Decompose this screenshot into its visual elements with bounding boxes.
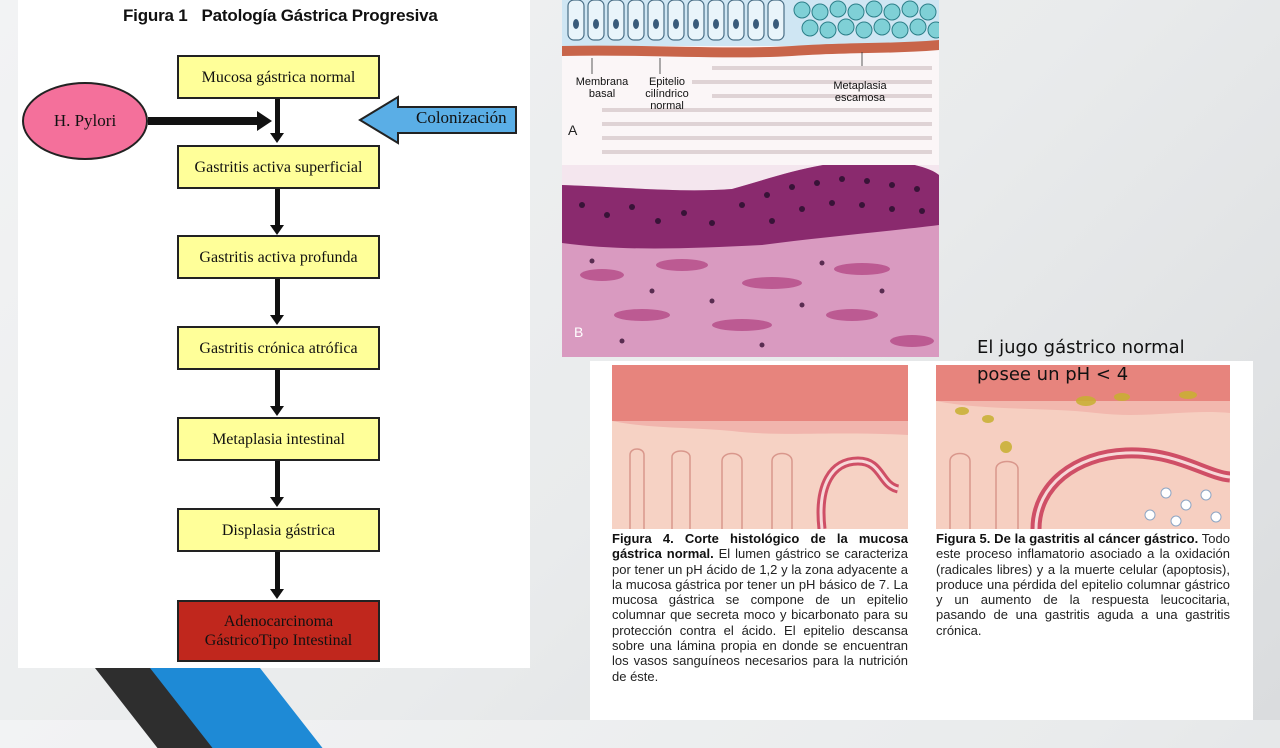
figure4-caption-title: Figura 4. Corte histológico de la mucosa gástrica normal. <box>612 531 908 562</box>
label-membrana-line1: Membrana <box>575 76 629 88</box>
flow-step-mucosa-normal: Mucosa gástrica normal <box>177 55 380 99</box>
colonizacion-label: Colonización <box>416 108 507 127</box>
figure4-illustration <box>612 365 908 529</box>
figure1-number: Figura 1 <box>123 6 188 25</box>
figure1-title <box>123 6 438 26</box>
ph-note-text <box>977 334 1237 388</box>
figure5-caption-title: Figura 5. De la gastritis al cáncer gástrico. <box>936 531 1199 546</box>
flow-arrow <box>275 461 280 498</box>
label-membrana-line2: basal <box>588 88 616 100</box>
histology-image <box>562 0 939 357</box>
label-metaplasia-line1: Metaplasia <box>833 80 887 92</box>
flow-arrow <box>275 279 280 316</box>
panel-letter-a: A <box>568 122 578 138</box>
label-metaplasia-line2: escamosa <box>834 92 886 104</box>
flow-step-gastritis-superficial: Gastritis activa superficial <box>177 145 380 189</box>
label-membrana-basal <box>567 76 637 100</box>
flow-arrow <box>275 370 280 407</box>
flow-step-metaplasia: Metaplasia intestinal <box>177 417 380 461</box>
figures-4-5-panel <box>590 361 1253 720</box>
ph-note-line2: posee un pH < 4 <box>977 364 1129 385</box>
figure5-illustration <box>936 365 1230 529</box>
label-metaplasia-escamosa <box>824 80 896 104</box>
pylori-ellipse: H. Pylori <box>22 82 148 160</box>
histology-panel-b-micrograph <box>562 165 939 357</box>
label-epitelio-cilindrico <box>635 76 699 112</box>
adenocarcinoma-line1: Adenocarcinoma <box>223 613 334 630</box>
flow-step-gastritis-atrofica: Gastritis crónica atrófica <box>177 326 380 370</box>
figure1-flowchart <box>18 0 530 668</box>
flow-step-displasia: Displasia gástrica <box>177 508 380 552</box>
flow-arrow <box>275 189 280 226</box>
figure5-caption-body: Todo este proceso inflamatorio asociado a la oxidación (radicales libres) y a la muerte celular (apoptosis), produce una pérdida del epitelio columnar gástrico y un aumento de la respuesta leucocitaria, pasando de una gastritis aguda a una gastritis crónica. <box>936 531 1230 638</box>
panel-letter-b: B <box>574 324 584 340</box>
figure5-caption <box>936 531 1230 638</box>
flow-step-adenocarcinoma <box>177 600 380 662</box>
pylori-arrow <box>148 117 258 125</box>
flow-arrow <box>275 99 280 134</box>
label-epitelio-line3: normal <box>650 100 684 112</box>
figure4-caption <box>612 531 908 684</box>
figure4-caption-body: El lumen gástrico se caracteriza por tener un pH ácido de 1,2 y la zona adyacente a la mucosa gástrica por tener un pH básico de 7. La mucosa gástrica se compone de un epitelio columnar que secreta moco y bicarbonato para su protección contra el ácido. El epitelio descansa sobre una lámina propia en donde se encuentran los vasos sanguíneos necesarios para la nutrición de éste. <box>612 546 908 684</box>
colonizacion-arrow <box>358 95 518 145</box>
flow-arrow <box>275 552 280 590</box>
figure1-title-text: Patología Gástrica Progresiva <box>201 6 438 25</box>
label-epitelio-line2: cilíndrico <box>645 88 689 100</box>
ph-note-line1: El jugo gástrico normal <box>977 337 1185 358</box>
flow-step-gastritis-profunda: Gastritis activa profunda <box>177 235 380 279</box>
adenocarcinoma-line2: GástricoTipo Intestinal <box>204 632 353 649</box>
label-epitelio-line1: Epitelio <box>648 76 686 88</box>
